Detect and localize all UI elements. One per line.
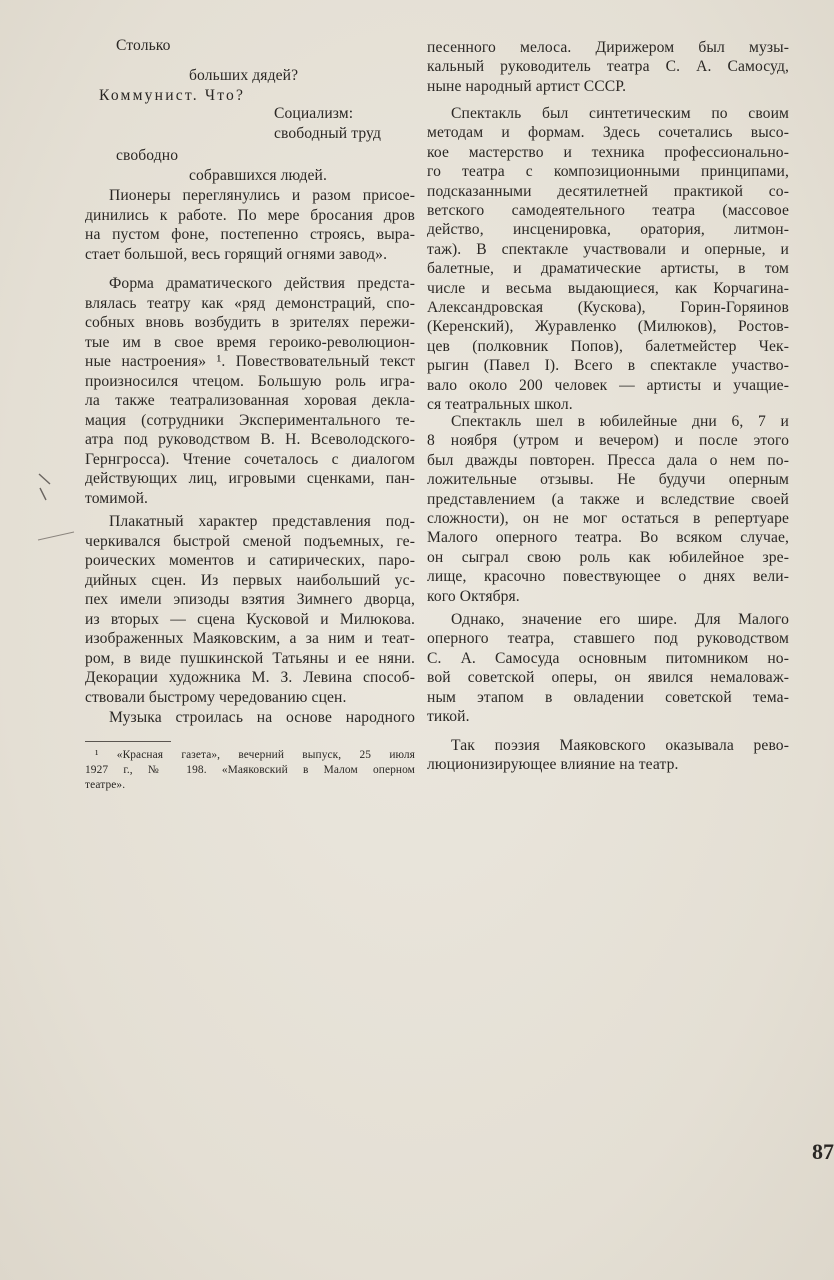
- paragraph-line: таж). В спектакле участвовали и оперные, и: [427, 240, 789, 258]
- paragraph-line: оперного театра, ставшего под руководством: [427, 630, 789, 648]
- poem-line: Социализм:: [274, 105, 354, 122]
- paragraph-line: Декорации художника М. З. Левина способ-: [85, 669, 415, 686]
- paragraph-line: Малого оперного театра. Во всяком случае,: [427, 529, 789, 547]
- paragraph-line: вой советской оперы, он явился немаловаж-: [427, 669, 789, 687]
- paragraph-line: С. А. Самосуда основным питомником но-: [427, 649, 789, 667]
- paragraph-line: ные настроения» ¹. Повествовательный текст: [85, 353, 415, 370]
- paragraph-line: рыгин (Павел I). Всего в спектакле участво-: [427, 357, 789, 375]
- paragraph-line: собных вновь возбудить в зрителях пережи-: [85, 314, 415, 331]
- paragraph-line: сложности), он не мог остаться в репертуаре: [427, 510, 789, 527]
- paragraph-line: Александровская (Кускова), Горин-Горяинов: [427, 299, 789, 316]
- poem-line: Коммунист. Что?: [99, 87, 246, 104]
- paragraph-line: действо, инсценировка, оратория, литмон-: [427, 221, 789, 239]
- paragraph-line: роических моментов и сатирических, паро-: [85, 552, 415, 569]
- paragraph-line: го театра с композиционными принципами,: [427, 163, 789, 181]
- paragraph-line: мация (сотрудники Экспериментального те-: [85, 411, 415, 429]
- paragraph-line: черкивался быстрой сменой подъемных, ге-: [85, 532, 415, 550]
- paragraph-line: Спектакль шел в юбилейные дни 6, 7 и: [451, 413, 789, 430]
- paragraph-line: на пустом фоне, постепенно строясь, выра-: [85, 226, 415, 243]
- paragraph-line: 8 ноября (утром и вечером) и после этого: [427, 432, 789, 450]
- paragraph-line: кальный руководитель театра С. А. Самосуд,: [427, 58, 789, 76]
- paragraph-line: произносился чтецом. Большую роль игра-: [85, 372, 415, 390]
- paragraph-line: томимой.: [85, 489, 149, 507]
- paragraph-line: кое мастерство и техника профессионально-: [427, 143, 789, 161]
- paragraph-line: (Керенский), Журавленко (Милюков), Ростов-: [427, 318, 789, 336]
- poem-line: свободный труд: [274, 125, 381, 142]
- paragraph-line: тикой.: [427, 708, 470, 725]
- paragraph-line: Форма драматического действия предста-: [109, 275, 415, 292]
- paragraph-line: ветского самодеятельного театра (массовое: [427, 202, 789, 219]
- paragraph-line: цев (полковник Попов), балетмейстер Чек-: [427, 337, 789, 355]
- paragraph-line: из вторых — сцена Кусковой и Милюкова.: [85, 610, 415, 628]
- paragraph-line: Музыка строилась на основе народного: [109, 709, 415, 726]
- paragraph-line: атра под руководством В. Н. Всеволодского-: [85, 431, 415, 448]
- paragraph-line: методам и формам. Здесь сочетались высо-: [427, 124, 789, 142]
- paragraph-line: динились к работе. По мере бросания дров: [85, 206, 415, 224]
- paragraph-line: изображенных Маяковским, а за ним и теат-: [85, 630, 415, 647]
- poem-line: больших дядей?: [189, 67, 299, 84]
- footnote-rule: [85, 741, 171, 742]
- margin-pencil-mark: [36, 520, 76, 550]
- paragraph-line: влялась театру как «ряд демонстраций, спо-: [85, 294, 415, 312]
- paragraph-line: Так поэзия Маяковского оказывала рево-: [451, 737, 789, 754]
- paragraph-line: вало около 200 человек — артисты и учащие-: [427, 376, 789, 394]
- footnote-line: театре».: [85, 779, 126, 791]
- paragraph-line: Плакатный характер представления под-: [109, 513, 415, 530]
- paragraph-line: он сыграл свою роль как юбилейное зре-: [427, 548, 789, 566]
- paragraph-line: ныне народный артист СССР.: [427, 77, 627, 95]
- paragraph-line: ром, в виде пушкинской Татьяны и ее няни.: [85, 649, 415, 667]
- poem-line: Столько: [116, 37, 171, 54]
- paragraph-line: ла также театрализованная хоровая декла-: [85, 392, 415, 409]
- paragraph-line: ствовали быстрому чередованию сцен.: [85, 688, 347, 706]
- paragraph-line: Однако, значение его шире. Для Малого: [451, 611, 789, 628]
- paragraph-line: люционизирующее влияние на театр.: [427, 756, 679, 774]
- poem-line: собравшихся людей.: [189, 167, 327, 184]
- paragraph-line: дийных сцен. Из первых наибольший ус-: [85, 571, 415, 589]
- paragraph-line: ся театральных школ.: [427, 396, 573, 413]
- paragraph-line: действующих лиц, игровыми сценками, пан-: [85, 470, 415, 487]
- paragraph-line: балетные, и драматические артисты, в том: [427, 260, 789, 278]
- paragraph-line: лище, красочно повествующее о днях вели-: [427, 568, 789, 586]
- paragraph-line: Спектакль был синтетическим по своим: [451, 105, 789, 122]
- poem-line: свободно: [116, 147, 179, 164]
- paragraph-line: был дважды повторен. Пресса дала о нем по-: [427, 451, 789, 469]
- paragraph-line: ным этапом в овладении советской тема-: [427, 688, 789, 706]
- page-number: 87: [812, 1139, 834, 1164]
- paragraph-line: пех имели эпизоды взятия Зимнего дворца,: [85, 591, 415, 608]
- paragraph-line: стает большой, весь горящий огнями завод».: [85, 245, 388, 263]
- paragraph-line: тые им в свое время героико-революцион-: [85, 333, 415, 351]
- footnote-line: ¹ «Красная газета», вечерний выпуск, 25 июля: [95, 749, 415, 761]
- paragraph-line: кого Октября.: [427, 587, 520, 605]
- paragraph-line: Гернгросса). Чтение сочеталось с диалогом: [85, 450, 415, 468]
- paragraph-line: числе и весьма выдающиеся, как Корчагина-: [427, 279, 789, 297]
- paragraph-line: подсказанными десятилетней практикой со-: [427, 182, 789, 200]
- paragraph-line: ложительные отзывы. Не будучи оперным: [427, 471, 789, 489]
- paragraph-line: Пионеры переглянулись и разом присое-: [109, 187, 415, 204]
- paragraph-line: песенного мелоса. Дирижером был музы-: [427, 39, 789, 56]
- paragraph-line: представлением (а также и вследствие своей: [427, 490, 789, 508]
- footnote-line: 1927 г., № 198. «Маяковский в Малом оперном: [85, 764, 415, 776]
